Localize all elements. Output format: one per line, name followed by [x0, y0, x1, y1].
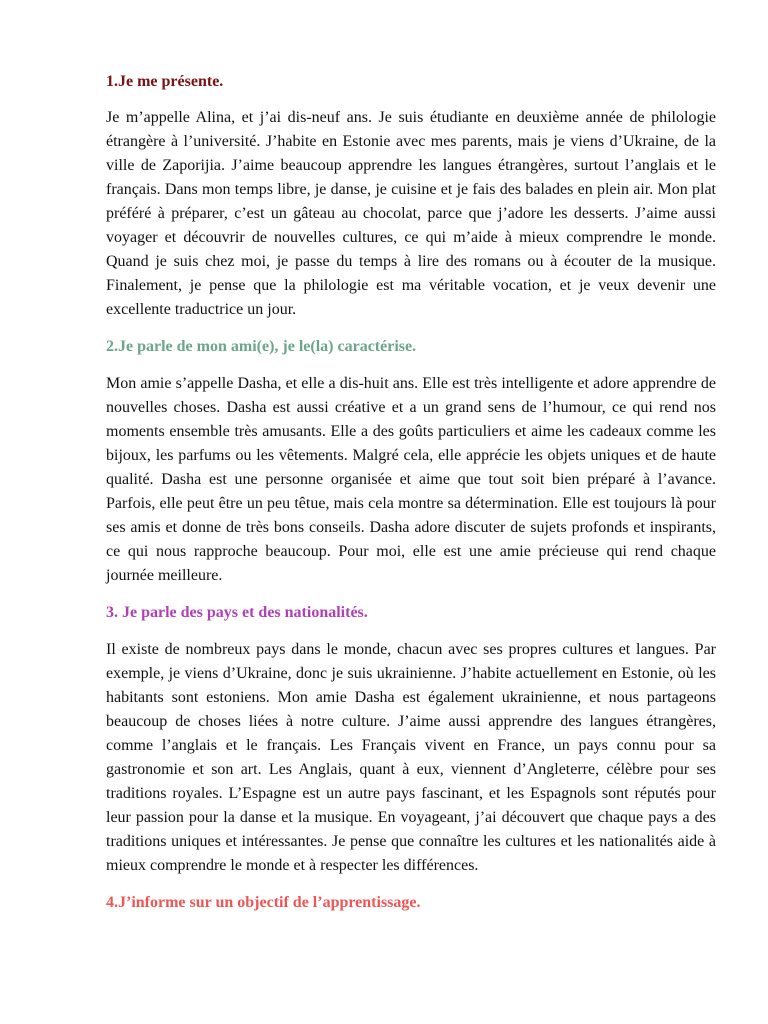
- section-2-paragraph: Mon amie s’appelle Dasha, et elle a dis-huit ans. Elle est très intelligente et adore apprendre de nouvelles choses. Dasha est aussi créative et a un grand sens de l’humour, ce qui rend nos moments ensemble très amusants. Elle a des goûts particuliers et aime les cadeaux comme les bijoux, les parfums ou les vêtements. Malgré cela, elle apprécie les objets uniques et de haute qualité. Dasha est une personne organisée et aime que tout soit bien préparé à l’avance. Parfois, elle peut être un peu têtue, mais cela montre sa détermination. Elle est toujours là pour ses amis et donne de très bons conseils. Dasha adore discuter de sujets profonds et inspirants, ce qui nous rapproche beaucoup. Pour moi, elle est une amie précieuse qui rend chaque journée meilleure.: [106, 375, 716, 584]
- section-3-heading: 3. Je parle des pays et des nationalités.: [106, 604, 368, 621]
- section-4-heading: 4.J’informe sur un objectif de l’apprentissage.: [106, 894, 421, 911]
- document-page: [106, 70, 716, 915]
- section-3-paragraph: Il existe de nombreux pays dans le monde, chacun avec ses propres cultures et langues. Par exemple, je viens d’Ukraine, donc je suis ukrainienne. J’habite actuellement en Estonie, où les habitants sont estoniens. Mon amie Dasha est également ukrainienne, et nous partageons beaucoup de choses liées à notre culture. J’aime aussi apprendre des langues étrangères, comme l’anglais et le français. Les Français vivent en France, un pays connu pour sa gastronomie et son art. Les Anglais, quant à eux, viennent d’Angleterre, célèbre pour ses traditions royales. L’Espagne est un autre pays fascinant, et les Espagnols sont réputés pour leur passion pour la danse et la musique. En voyageant, j’ai découvert que chaque pays a des traditions uniques et intéressantes. Je pense que connaître les cultures et les nationalités aide à mieux comprendre le monde et à respecter les différences.: [106, 641, 716, 874]
- section-2-heading: 2.Je parle de mon ami(e), je le(la) caractérise.: [106, 338, 417, 355]
- section-1-paragraph: Je m’appelle Alina, et j’ai dis-neuf ans. Je suis étudiante en deuxième année de philologie étrangère à l’université. J’habite en Estonie avec mes parents, mais je viens d’Ukraine, de la ville de Zaporijia. J’aime beaucoup apprendre les langues étrangères, surtout l’anglais et le français. Dans mon temps libre, je danse, je cuisine et je fais des balades en plein air. Mon plat préféré à préparer, c’est un gâteau au chocolat, parce que j’adore les desserts. J’aime aussi voyager et découvrir de nouvelles cultures, ce qui m’aide à mieux comprendre le monde. Quand je suis chez moi, je passe du temps à lire des romans ou à écouter de la musique. Finalement, je pense que la philologie est ma véritable vocation, et je veux devenir une excellente traductrice un jour.: [106, 109, 716, 318]
- section-1-heading: 1.Je me présente.: [106, 73, 224, 90]
